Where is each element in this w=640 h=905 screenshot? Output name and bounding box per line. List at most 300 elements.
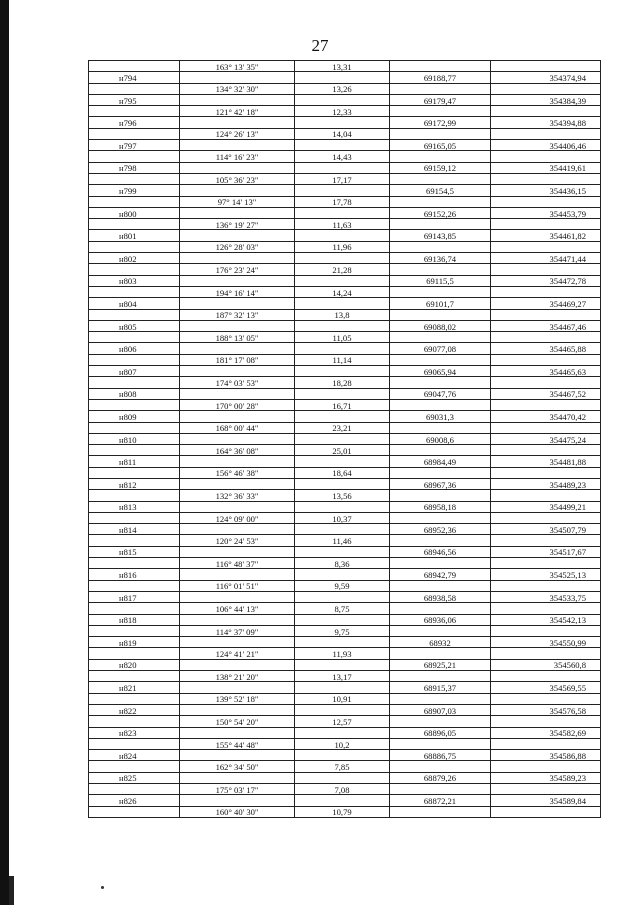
table-row [89,693,601,704]
segment-length-cell [295,524,390,535]
x-coordinate-cell: 68886,75 [390,750,491,761]
y-coordinate-cell: 354576,58 [491,704,601,715]
table-row [89,253,601,264]
point-name-cell [89,128,180,139]
y-coordinate-cell [491,151,601,162]
direction-angle-cell [180,682,295,693]
segment-length-cell: 11,46 [295,535,390,546]
direction-angle-cell: 116° 48' 37" [180,558,295,569]
table-row [89,354,601,365]
table-row [89,230,601,241]
segment-length-cell: 14,04 [295,128,390,139]
segment-length-cell: 8,75 [295,603,390,614]
direction-angle-cell: 124° 41' 21" [180,648,295,659]
point-name-cell: н818 [89,614,180,625]
direction-angle-cell [180,569,295,580]
direction-angle-cell [180,478,295,489]
direction-angle-cell: 134° 32' 30" [180,83,295,94]
direction-angle-cell [180,456,295,467]
table-row [89,591,601,602]
point-name-cell [89,83,180,94]
direction-angle-cell [180,94,295,105]
point-name-cell: н797 [89,140,180,151]
direction-angle-cell: 106° 44' 13" [180,603,295,614]
point-name-cell [89,625,180,636]
y-coordinate-cell [491,106,601,117]
y-coordinate-cell [491,716,601,727]
y-coordinate-cell [491,490,601,501]
segment-length-cell: 18,28 [295,377,390,388]
segment-length-cell [295,591,390,602]
segment-length-cell [295,366,390,377]
point-name-cell [89,467,180,478]
table-row [89,264,601,275]
point-name-cell [89,693,180,704]
table-row [89,614,601,625]
direction-angle-cell [180,591,295,602]
y-coordinate-cell [491,264,601,275]
direction-angle-cell: 120° 24' 53" [180,535,295,546]
x-coordinate-cell: 69159,12 [390,162,491,173]
direction-angle-cell [180,614,295,625]
segment-length-cell: 13,26 [295,83,390,94]
point-name-cell: н810 [89,433,180,444]
x-coordinate-cell [390,286,491,297]
segment-length-cell [295,140,390,151]
coordinates-table-body [89,61,601,818]
point-name-cell [89,354,180,365]
x-coordinate-cell: 68946,56 [390,546,491,557]
y-coordinate-cell [491,354,601,365]
direction-angle-cell [180,162,295,173]
segment-length-cell [295,637,390,648]
segment-length-cell [295,456,390,467]
y-coordinate-cell: 354453,79 [491,207,601,218]
y-coordinate-cell [491,648,601,659]
y-coordinate-cell [491,535,601,546]
direction-angle-cell [180,275,295,286]
segment-length-cell: 13,17 [295,671,390,682]
table-row [89,772,601,783]
table-row [89,637,601,648]
table-row [89,625,601,636]
table-row [89,682,601,693]
x-coordinate-cell [390,151,491,162]
segment-length-cell: 13,8 [295,309,390,320]
y-coordinate-cell [491,671,601,682]
segment-length-cell [295,772,390,783]
direction-angle-cell: 124° 09' 00" [180,512,295,523]
scan-speck [101,886,104,889]
y-coordinate-cell: 354461,82 [491,230,601,241]
y-coordinate-cell [491,603,601,614]
x-coordinate-cell: 69065,94 [390,366,491,377]
page-number: 27 [311,36,329,55]
direction-angle-cell [180,795,295,806]
direction-angle-cell [180,411,295,422]
segment-length-cell: 11,05 [295,332,390,343]
y-coordinate-cell: 354560,8 [491,659,601,670]
table-row [89,512,601,523]
table-row [89,61,601,72]
coordinates-table [88,60,601,818]
point-name-cell [89,558,180,569]
point-name-cell [89,173,180,184]
table-row [89,704,601,715]
table-row [89,445,601,456]
direction-angle-cell [180,298,295,309]
direction-angle-cell: 105° 36' 23" [180,173,295,184]
point-name-cell [89,264,180,275]
segment-length-cell: 10,37 [295,512,390,523]
x-coordinate-cell: 69188,77 [390,72,491,83]
y-coordinate-cell [491,445,601,456]
point-name-cell [89,219,180,230]
segment-length-cell [295,411,390,422]
direction-angle-cell: 162° 34' 50" [180,761,295,772]
table-row [89,151,601,162]
table-row [89,399,601,410]
point-name-cell [89,399,180,410]
segment-length-cell: 10,2 [295,738,390,749]
segment-length-cell [295,704,390,715]
x-coordinate-cell: 68936,06 [390,614,491,625]
point-name-cell [89,580,180,591]
direction-angle-cell [180,772,295,783]
x-coordinate-cell: 69179,47 [390,94,491,105]
table-row [89,106,601,117]
table-row [89,456,601,467]
y-coordinate-cell: 354569,55 [491,682,601,693]
table-row [89,343,601,354]
table-row [89,332,601,343]
point-name-cell [89,671,180,682]
x-coordinate-cell [390,219,491,230]
table-row [89,659,601,670]
x-coordinate-cell: 69165,05 [390,140,491,151]
table-row [89,162,601,173]
point-name-cell [89,422,180,433]
direction-angle-cell [180,546,295,557]
table-row [89,603,601,614]
segment-length-cell [295,253,390,264]
x-coordinate-cell [390,241,491,252]
segment-length-cell: 7,85 [295,761,390,772]
x-coordinate-cell: 69008,6 [390,433,491,444]
segment-length-cell: 10,91 [295,693,390,704]
table-row [89,275,601,286]
point-name-cell: н814 [89,524,180,535]
point-name-cell [89,309,180,320]
segment-length-cell: 16,71 [295,399,390,410]
point-name-cell: н794 [89,72,180,83]
direction-angle-cell [180,637,295,648]
y-coordinate-cell [491,399,601,410]
y-coordinate-cell: 354465,63 [491,366,601,377]
point-name-cell [89,738,180,749]
y-coordinate-cell: 354467,46 [491,320,601,331]
direction-angle-cell: 181° 17' 08" [180,354,295,365]
direction-angle-cell [180,207,295,218]
y-coordinate-cell: 354589,84 [491,795,601,806]
point-name-cell: н801 [89,230,180,241]
point-name-cell [89,332,180,343]
segment-length-cell: 14,43 [295,151,390,162]
table-row [89,377,601,388]
y-coordinate-cell [491,219,601,230]
point-name-cell: н800 [89,207,180,218]
segment-length-cell: 13,56 [295,490,390,501]
x-coordinate-cell [390,399,491,410]
x-coordinate-cell: 68984,49 [390,456,491,467]
segment-length-cell: 17,78 [295,196,390,207]
segment-length-cell: 7,08 [295,784,390,795]
segment-length-cell: 9,75 [295,625,390,636]
point-name-cell [89,784,180,795]
segment-length-cell [295,501,390,512]
table-row [89,411,601,422]
table-row [89,72,601,83]
table-row [89,501,601,512]
direction-angle-cell: 176° 23' 24" [180,264,295,275]
point-name-cell [89,535,180,546]
segment-length-cell: 25,01 [295,445,390,456]
y-coordinate-cell: 354586,88 [491,750,601,761]
point-name-cell: н803 [89,275,180,286]
x-coordinate-cell: 69047,76 [390,388,491,399]
x-coordinate-cell [390,490,491,501]
x-coordinate-cell: 68958,18 [390,501,491,512]
direction-angle-cell: 97° 14' 13" [180,196,295,207]
direction-angle-cell: 187° 32' 13" [180,309,295,320]
segment-length-cell [295,185,390,196]
x-coordinate-cell [390,603,491,614]
segment-length-cell [295,750,390,761]
direction-angle-cell: 139° 52' 18" [180,693,295,704]
table-row [89,309,601,320]
point-name-cell [89,603,180,614]
x-coordinate-cell [390,264,491,275]
point-name-cell: н817 [89,591,180,602]
segment-length-cell [295,320,390,331]
direction-angle-cell: 121° 42' 18" [180,106,295,117]
segment-length-cell [295,230,390,241]
point-name-cell: н819 [89,637,180,648]
table-row [89,140,601,151]
segment-length-cell [295,614,390,625]
table-row [89,535,601,546]
segment-length-cell: 11,63 [295,219,390,230]
scan-edge-shadow [0,0,9,905]
direction-angle-cell: 160° 40' 30" [180,806,295,817]
segment-length-cell: 13,31 [295,61,390,72]
direction-angle-cell: 150° 54' 20" [180,716,295,727]
direction-angle-cell: 114° 16' 23" [180,151,295,162]
x-coordinate-cell: 69088,02 [390,320,491,331]
y-coordinate-cell: 354467,52 [491,388,601,399]
point-name-cell: н799 [89,185,180,196]
segment-length-cell: 8,36 [295,558,390,569]
direction-angle-cell [180,727,295,738]
point-name-cell: н795 [89,94,180,105]
x-coordinate-cell: 69077,08 [390,343,491,354]
segment-length-cell: 23,21 [295,422,390,433]
segment-length-cell: 11,96 [295,241,390,252]
table-row [89,286,601,297]
x-coordinate-cell [390,512,491,523]
point-name-cell: н822 [89,704,180,715]
table-row [89,320,601,331]
table-row [89,467,601,478]
scan-edge-shadow-bottom [9,876,14,905]
table-row [89,546,601,557]
direction-angle-cell [180,388,295,399]
y-coordinate-cell: 354436,15 [491,185,601,196]
direction-angle-cell [180,501,295,512]
x-coordinate-cell [390,196,491,207]
y-coordinate-cell [491,196,601,207]
x-coordinate-cell: 69172,99 [390,117,491,128]
table-row [89,738,601,749]
x-coordinate-cell: 69136,74 [390,253,491,264]
point-name-cell: н796 [89,117,180,128]
direction-angle-cell: 132° 36' 33" [180,490,295,501]
x-coordinate-cell [390,648,491,659]
segment-length-cell [295,659,390,670]
y-coordinate-cell: 354472,78 [491,275,601,286]
direction-angle-cell [180,117,295,128]
segment-length-cell [295,207,390,218]
x-coordinate-cell: 69115,5 [390,275,491,286]
direction-angle-cell: 164° 36' 08" [180,445,295,456]
x-coordinate-cell: 69152,26 [390,207,491,218]
x-coordinate-cell [390,309,491,320]
point-name-cell: н823 [89,727,180,738]
table-row [89,750,601,761]
y-coordinate-cell: 354499,21 [491,501,601,512]
segment-length-cell [295,795,390,806]
direction-angle-cell: 114° 37' 09" [180,625,295,636]
direction-angle-cell: 124° 26' 13" [180,128,295,139]
point-name-cell [89,151,180,162]
table-row [89,524,601,535]
y-coordinate-cell [491,738,601,749]
table-row [89,648,601,659]
segment-length-cell [295,433,390,444]
direction-angle-cell [180,320,295,331]
x-coordinate-cell: 68952,36 [390,524,491,535]
point-name-cell: н805 [89,320,180,331]
direction-angle-cell: 116° 01' 51" [180,580,295,591]
y-coordinate-cell [491,286,601,297]
y-coordinate-cell [491,377,601,388]
y-coordinate-cell: 354517,67 [491,546,601,557]
segment-length-cell [295,298,390,309]
segment-length-cell [295,94,390,105]
y-coordinate-cell: 354470,42 [491,411,601,422]
table-row [89,388,601,399]
direction-angle-cell: 138° 21' 20" [180,671,295,682]
point-name-cell: н816 [89,569,180,580]
table-row [89,94,601,105]
y-coordinate-cell: 354475,24 [491,433,601,444]
direction-angle-cell: 194° 16' 14" [180,286,295,297]
table-row [89,569,601,580]
x-coordinate-cell: 69031,3 [390,411,491,422]
y-coordinate-cell: 354481,88 [491,456,601,467]
segment-length-cell [295,117,390,128]
x-coordinate-cell [390,173,491,184]
point-name-cell [89,106,180,117]
table-row [89,366,601,377]
y-coordinate-cell: 354469,27 [491,298,601,309]
segment-length-cell [295,275,390,286]
x-coordinate-cell: 68896,05 [390,727,491,738]
x-coordinate-cell: 68942,79 [390,569,491,580]
table-row [89,716,601,727]
y-coordinate-cell [491,332,601,343]
direction-angle-cell: 155° 44' 48" [180,738,295,749]
table-row [89,795,601,806]
y-coordinate-cell: 354419,61 [491,162,601,173]
table-row [89,173,601,184]
x-coordinate-cell: 68879,26 [390,772,491,783]
x-coordinate-cell [390,332,491,343]
point-name-cell [89,648,180,659]
x-coordinate-cell [390,806,491,817]
x-coordinate-cell [390,467,491,478]
x-coordinate-cell: 69101,7 [390,298,491,309]
point-name-cell: н802 [89,253,180,264]
y-coordinate-cell [491,784,601,795]
direction-angle-cell: 156° 46' 38" [180,467,295,478]
point-name-cell: н806 [89,343,180,354]
x-coordinate-cell [390,106,491,117]
point-name-cell: н812 [89,478,180,489]
segment-length-cell [295,343,390,354]
point-name-cell [89,61,180,72]
segment-length-cell [295,72,390,83]
direction-angle-cell: 170° 00' 28" [180,399,295,410]
table-row [89,422,601,433]
direction-angle-cell [180,140,295,151]
direction-angle-cell: 163° 13' 35" [180,61,295,72]
segment-length-cell: 21,28 [295,264,390,275]
point-name-cell: н798 [89,162,180,173]
x-coordinate-cell [390,671,491,682]
segment-length-cell [295,162,390,173]
x-coordinate-cell [390,693,491,704]
segment-length-cell: 17,17 [295,173,390,184]
segment-length-cell: 10,79 [295,806,390,817]
segment-length-cell: 9,59 [295,580,390,591]
x-coordinate-cell [390,354,491,365]
y-coordinate-cell: 354582,69 [491,727,601,738]
y-coordinate-cell [491,806,601,817]
point-name-cell [89,512,180,523]
segment-length-cell: 12,33 [295,106,390,117]
direction-angle-cell: 168° 00' 44" [180,422,295,433]
y-coordinate-cell [491,83,601,94]
segment-length-cell [295,478,390,489]
x-coordinate-cell [390,535,491,546]
segment-length-cell [295,682,390,693]
x-coordinate-cell: 69143,85 [390,230,491,241]
point-name-cell [89,196,180,207]
x-coordinate-cell [390,580,491,591]
x-coordinate-cell: 68938,58 [390,591,491,602]
table-row [89,727,601,738]
